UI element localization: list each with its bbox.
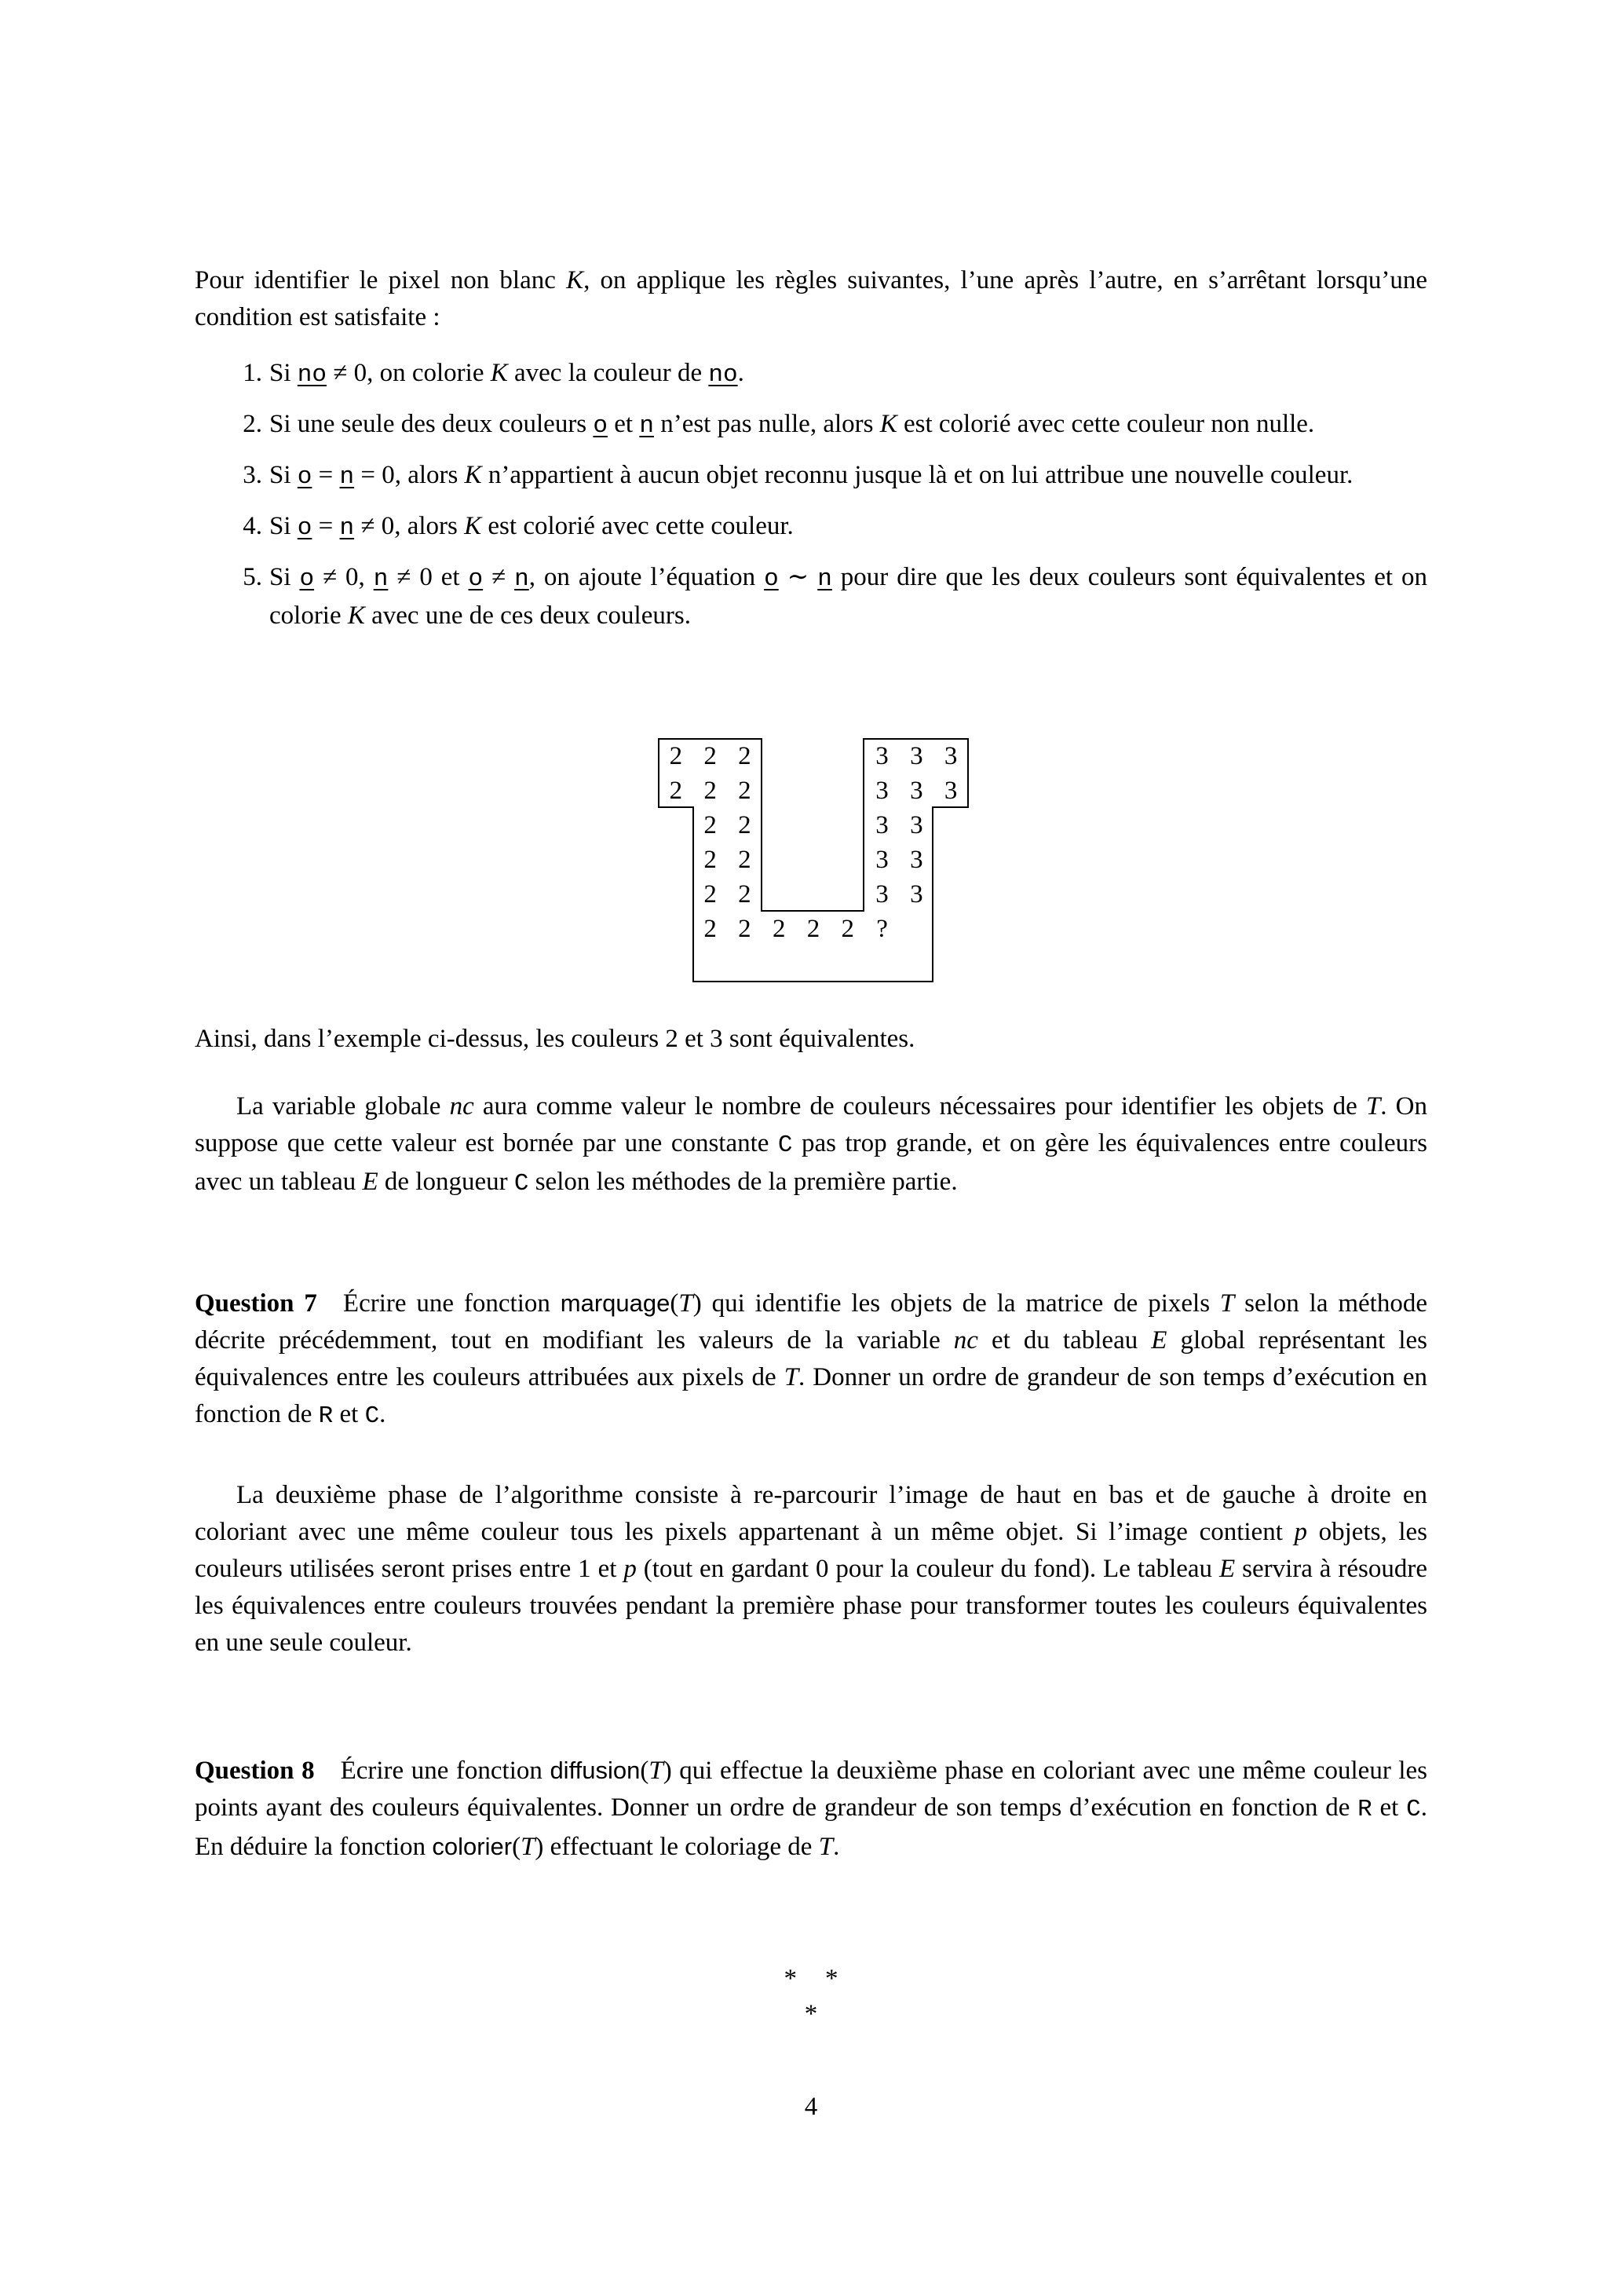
rule-label-5: 5. — [243, 563, 262, 591]
rule-text-4 — [269, 512, 794, 540]
text-segment: avec la couleur de — [507, 359, 709, 387]
text-segment: C — [777, 1132, 793, 1159]
text-segment: K — [464, 461, 482, 489]
rule-item-2 — [195, 406, 1427, 444]
text-segment: Si — [269, 563, 300, 591]
text-segment: Si — [269, 512, 298, 540]
text-segment: et — [1372, 1793, 1407, 1822]
grid-cell: 2 — [738, 845, 751, 874]
text-segment: n — [373, 565, 389, 593]
grid-cell: 2 — [703, 880, 717, 909]
text-segment: ∼ — [778, 563, 818, 591]
text-segment: n’appartient à aucun objet reconnu jusque là et on lui attribue une nouvelle couleur. — [481, 461, 1353, 489]
rule-item-5 — [195, 559, 1427, 634]
text-segment: objets, les couleurs utilisées seront prises entre 1 et — [195, 1518, 1428, 1583]
page-number: 4 — [804, 2093, 818, 2121]
text-segment: . — [379, 1400, 386, 1428]
rule-item-3 — [195, 457, 1427, 495]
text-segment: T — [1219, 1289, 1235, 1318]
rule-item-1 — [195, 355, 1427, 393]
text-segment: est colorié avec cette couleur non nulle. — [897, 410, 1315, 438]
figure-pixel-grid — [659, 739, 968, 982]
star-icon: * — [825, 1965, 838, 1993]
grid-cell: 3 — [875, 880, 889, 909]
text-segment: = — [312, 512, 340, 540]
grid-cell: 2 — [703, 741, 717, 770]
grid-cell: 2 — [703, 810, 717, 839]
text-segment: K — [347, 601, 365, 630]
text-segment: La variable globale — [236, 1092, 450, 1121]
rule-label-2: 2. — [243, 410, 262, 438]
text-segment: n — [639, 412, 654, 440]
rule-item-4 — [195, 508, 1427, 547]
grid-cell: 2 — [738, 741, 751, 770]
text-segment: p — [1294, 1518, 1308, 1546]
rule-text-2 — [269, 410, 1314, 438]
text-segment: n — [514, 565, 529, 593]
text-segment: C — [364, 1402, 380, 1430]
grid-cell: 3 — [944, 741, 958, 770]
stars-row-top — [195, 1961, 1427, 1997]
text-segment: . En déduire la fonction — [195, 1793, 1427, 1861]
grid-cell: 3 — [910, 776, 923, 805]
text-segment: T — [521, 1833, 535, 1861]
text-segment: Ainsi, dans l’exemple ci-dessus, les couleurs 2 et 3 sont équivalentes. — [195, 1025, 915, 1053]
text-segment: T — [784, 1363, 799, 1391]
text-segment: Si une seule des deux couleurs — [269, 410, 594, 438]
text-segment: o — [299, 565, 315, 593]
text-segment: pour dire que les deux couleurs sont équivalentes et on colorie — [269, 563, 1427, 630]
paragraph-nc — [195, 1088, 1427, 1202]
grid-cell: 3 — [910, 845, 923, 874]
text-segment: K — [490, 359, 508, 387]
text-segment: C — [1406, 1796, 1421, 1823]
text-segment: o — [468, 565, 484, 593]
paragraph-intro — [195, 262, 1427, 336]
grid-cell: 2 — [738, 810, 751, 839]
rule-text-5 — [269, 563, 1427, 630]
text-segment: selon la méthode décrite précédemment, tout en modifiant les valeurs de la variable — [195, 1289, 1427, 1355]
text-segment: n’est pas nulle, alors — [653, 410, 880, 438]
text-segment: ≠ 0, on colorie — [327, 359, 491, 387]
text-segment: diffusion — [550, 1757, 641, 1784]
text-segment: , on applique les règles suivantes, l’une après l’autre, en s’arrêtant lorsqu’une condition est satisfaite : — [195, 266, 1427, 331]
text-segment: E — [1151, 1326, 1167, 1355]
caption-after-figure — [195, 1021, 1427, 1058]
text-segment: global représentant les équivalences entre les couleurs attribuées aux pixels de — [195, 1326, 1428, 1391]
text-segment: Écrire une fonction — [314, 1757, 550, 1785]
text-segment: R — [318, 1402, 334, 1430]
text-segment: no — [708, 361, 738, 389]
text-segment: est colorié avec cette couleur. — [481, 512, 794, 540]
rules-list — [195, 355, 1427, 647]
text-segment: = 0, alors — [354, 461, 465, 489]
separator-stars — [195, 1961, 1427, 2032]
text-segment: K — [879, 410, 897, 438]
grid-cell: 2 — [703, 845, 717, 874]
text-segment: T — [818, 1833, 834, 1861]
text-segment: nc — [953, 1326, 978, 1355]
text-segment: et — [333, 1400, 365, 1428]
grid-cell: 2 — [703, 776, 717, 805]
text-segment: C — [513, 1170, 529, 1197]
grid-cell: 2 — [669, 776, 683, 805]
grid-cell: 2 — [772, 915, 786, 944]
grid-cell: 2 — [806, 915, 820, 944]
text-segment: nc — [449, 1092, 474, 1121]
text-segment: ( — [640, 1757, 649, 1785]
grid-cell: 2 — [703, 915, 717, 944]
text-segment: selon les méthodes de la première partie. — [528, 1168, 958, 1196]
rule-label-3: 3. — [243, 461, 262, 489]
question-8 — [195, 1752, 1427, 1866]
text-segment: marquage — [560, 1289, 670, 1317]
grid-cell: 2 — [841, 915, 854, 944]
question-7 — [195, 1285, 1427, 1435]
grid-cell: 3 — [875, 741, 889, 770]
text-segment: K — [464, 512, 482, 540]
text-segment: Question 7 — [195, 1289, 317, 1318]
rule-text-1 — [269, 359, 744, 387]
star-icon: * — [804, 2000, 818, 2028]
text-segment: servira à résoudre les équivalences entre couleurs trouvées pendant la première phase pour transformer toutes les couleurs équivalentes en une seule couleur. — [195, 1555, 1428, 1657]
text-segment: . Donner un ordre de grandeur de son temps d’exécution en fonction de — [195, 1363, 1427, 1428]
paragraph-phase2 — [195, 1477, 1427, 1662]
text-segment: ≠ 0 et — [388, 563, 469, 591]
text-segment: . On suppose que cette valeur est bornée par une constante — [195, 1092, 1428, 1157]
text-segment: ( — [512, 1833, 521, 1861]
text-segment: o — [593, 412, 608, 440]
stars-row-bottom — [195, 1997, 1427, 2032]
grid-cell: 3 — [875, 845, 889, 874]
text-segment: . — [737, 359, 744, 387]
text-segment: T — [1365, 1092, 1381, 1121]
rule-label-4: 4. — [243, 512, 262, 540]
text-segment: n — [339, 463, 355, 491]
text-segment: T — [648, 1757, 663, 1785]
text-segment: ) qui identifie les objets de la matrice de pixels — [692, 1289, 1220, 1318]
text-segment: pas trop grande, et on gère les équivalences entre couleurs avec un tableau — [195, 1129, 1427, 1196]
text-segment: ) qui effectue la deuxième phase en coloriant avec une même couleur les points ayant des couleurs équivalentes. Donner un ordre de grandeur de son temps d’exécution en fonction de — [195, 1757, 1428, 1822]
grid-cell: 3 — [875, 776, 889, 805]
text-segment: E — [362, 1168, 378, 1196]
text-segment: . — [833, 1833, 840, 1861]
grid-cell: 2 — [738, 915, 751, 944]
text-segment: aura comme valeur le nombre de couleurs nécessaires pour identifier les objets de — [473, 1092, 1366, 1121]
text-segment: Si — [269, 461, 298, 489]
grid-cell: 2 — [669, 741, 683, 770]
text-segment: et du tableau — [977, 1326, 1152, 1355]
rule-text-3 — [269, 461, 1353, 489]
text-segment: Si — [269, 359, 298, 387]
text-segment: = — [312, 461, 340, 489]
text-segment: ≠ 0, — [314, 563, 374, 591]
text-segment: n — [339, 514, 355, 542]
text-segment: Question 8 — [195, 1757, 315, 1785]
grid-cell: 3 — [944, 776, 958, 805]
text-segment: ( — [670, 1289, 679, 1318]
text-segment: K — [566, 266, 584, 294]
text-segment: p — [623, 1555, 637, 1583]
text-segment: (tout en gardant 0 pour la couleur du fond). Le tableau — [636, 1555, 1219, 1583]
grid-cell: 3 — [910, 741, 923, 770]
text-segment: de longueur — [378, 1168, 514, 1196]
star-icon: * — [784, 1965, 797, 1993]
rule-label-1: 1. — [243, 359, 262, 387]
text-segment: colorier — [432, 1833, 513, 1860]
text-segment: La deuxième phase de l’algorithme consiste à re-parcourir l’image de haut en bas et de gauche à droite en coloriant avec une même couleur tous les pixels appartenant à un même objet. Si l’image contient — [195, 1481, 1427, 1546]
text-segment: n — [817, 565, 832, 593]
text-segment: ) effectuant le coloriage de — [535, 1833, 819, 1861]
text-segment: Écrire une fonction — [316, 1289, 561, 1318]
text-segment: E — [1219, 1555, 1236, 1583]
text-segment: avec une de ces deux couleurs. — [364, 601, 691, 630]
grid-cell: 2 — [738, 776, 751, 805]
text-segment: Pour identifier le pixel non blanc — [195, 266, 567, 294]
text-segment: o — [297, 463, 312, 491]
grid-cell: 2 — [738, 880, 751, 909]
text-segment: ≠ — [483, 563, 515, 591]
text-segment: ≠ 0, alors — [354, 512, 465, 540]
text-segment: , on ajoute l’équation — [528, 563, 765, 591]
text-segment: no — [297, 361, 327, 389]
grid-cell: ? — [876, 915, 888, 944]
grid-cell: 3 — [875, 810, 889, 839]
text-segment: R — [1357, 1796, 1372, 1823]
grid-cell: 3 — [910, 880, 923, 909]
text-segment: et — [608, 410, 640, 438]
text-segment: T — [678, 1289, 693, 1318]
grid-cell: 3 — [910, 810, 923, 839]
text-segment: o — [297, 514, 312, 542]
text-segment: o — [764, 565, 779, 593]
